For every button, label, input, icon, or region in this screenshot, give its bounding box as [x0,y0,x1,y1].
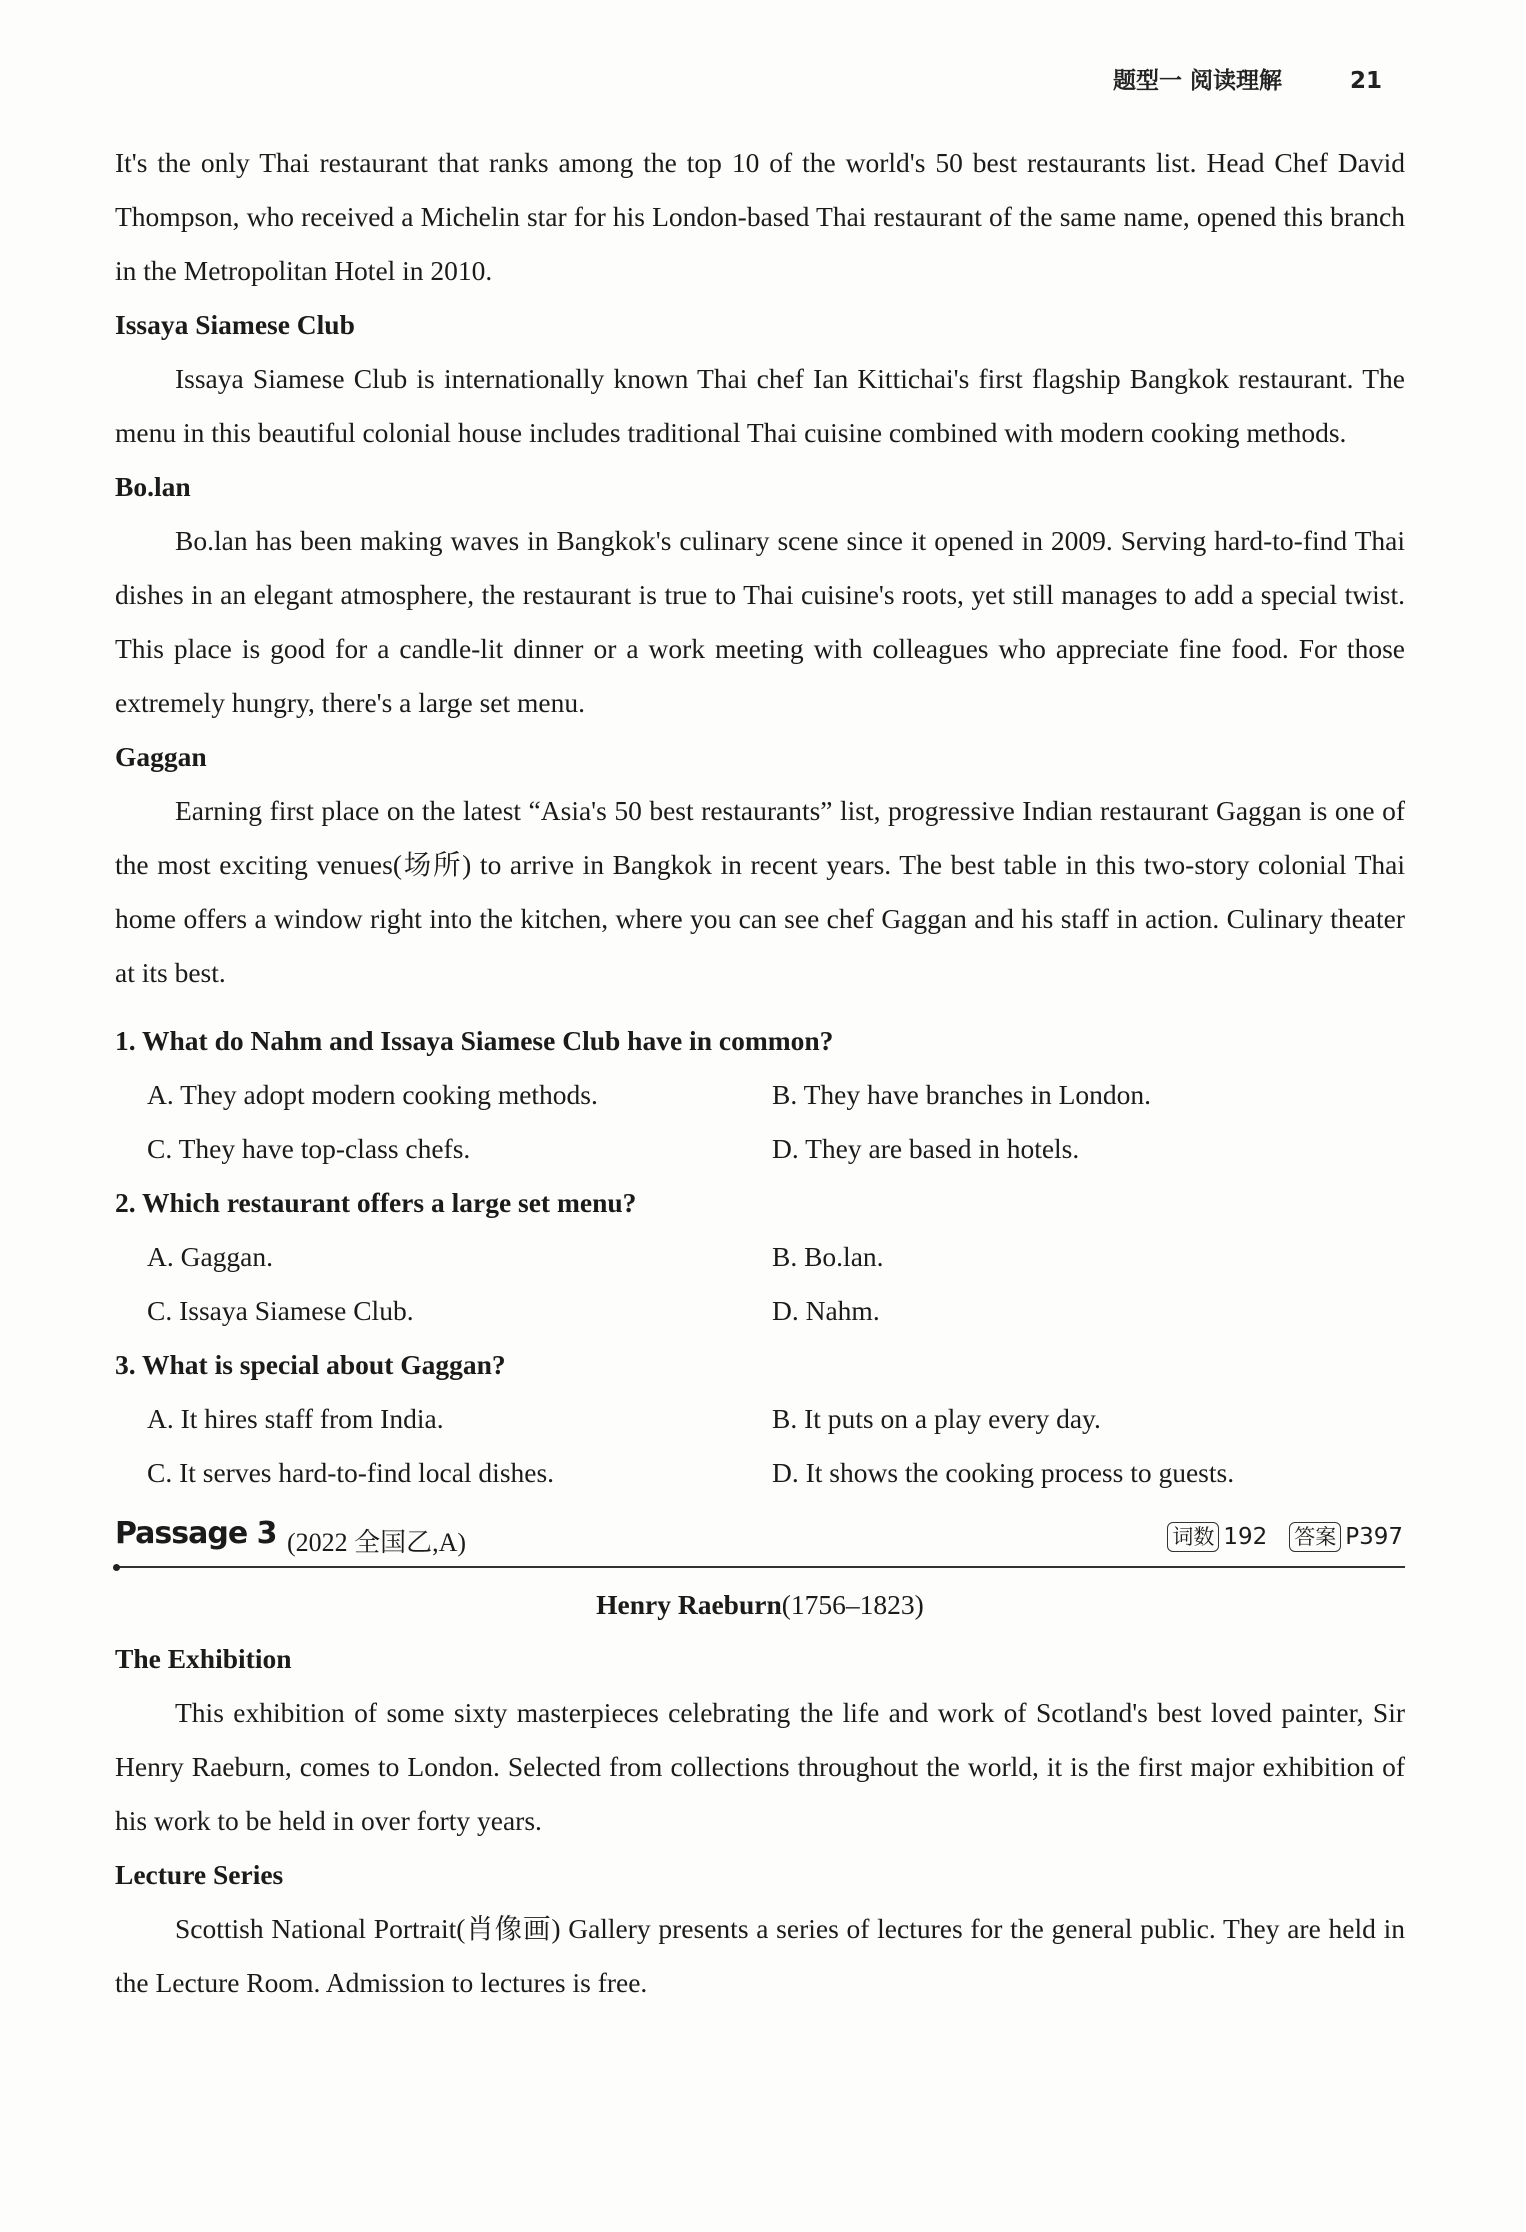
section-label: 题型一 阅读理解 [1112,68,1282,94]
word-count-tag: 词数 [1167,1522,1219,1552]
option-b[interactable]: B. Bo.lan. [772,1241,884,1272]
restaurant-description: Earning first place on the latest “Asia's 50 best restaurants” list, progressive Indian restaurant Gaggan is one of the most exciting venues(场所) to arrive in Bangkok in recent years. The best table in this two-story colonial Thai home offers a window right into the kitchen, where you can see chef Gaggan and his staff in action. Culinary theater at its best. [115,795,1405,988]
restaurant-description: Bo.lan has been making waves in Bangkok's culinary scene since it opened in 2009. Serving hard-to-find Thai dishes in an elegant atmosphere, the restaurant is true to Thai cuisine's roots, yet still manages to add a special twist. This place is good for a candle-lit dinner or a work meeting with colleagues who appreciate fine food. For those extremely hungry, there's a large set menu. [115,525,1405,718]
option-c[interactable]: C. It serves hard-to-find local dishes. [147,1457,555,1488]
option-d[interactable]: D. Nahm. [772,1295,880,1326]
option-a[interactable]: A. They adopt modern cooking methods. [147,1079,598,1110]
restaurant-heading: Bo.lan [115,471,191,502]
option-c[interactable]: C. Issaya Siamese Club. [147,1295,414,1326]
question-options [115,1392,1405,1500]
section-heading: Lecture Series [115,1859,284,1890]
question-title: 3. What is special about Gaggan? [115,1349,506,1380]
passage-label: Passage 3 [115,1516,277,1551]
passage-header [115,1514,1405,1568]
passage-source: (2022 全国乙,A) [287,1528,467,1557]
question-title: 2. Which restaurant offers a large set menu? [115,1187,637,1218]
question-title: 1. What do Nahm and Issaya Siamese Club have in common? [115,1025,834,1056]
restaurant-heading: Gaggan [115,741,207,772]
passage-title-name: Henry Raeburn [596,1589,782,1620]
question-options [115,1230,1405,1338]
restaurant-description: Issaya Siamese Club is internationally known Thai chef Ian Kittichai's first flagship Bangkok restaurant. The menu in this beautiful colonial house includes traditional Thai cuisine combined with modern cooking methods. [115,363,1405,448]
section-heading: The Exhibition [115,1643,292,1674]
answer-tag: 答案 [1289,1522,1341,1552]
word-count: 192 [1223,1524,1268,1550]
option-c[interactable]: C. They have top-class chefs. [147,1133,471,1164]
option-a[interactable]: A. Gaggan. [147,1241,274,1272]
option-b[interactable]: B. They have branches in London. [772,1079,1152,1110]
section-paragraph: Scottish National Portrait(肖像画) Gallery presents a series of lectures for the general public. They are held in the Lecture Room. Admission to lectures is free. [115,1913,1405,1998]
answer-page: P397 [1345,1524,1403,1550]
option-a[interactable]: A. It hires staff from India. [147,1403,444,1434]
option-d[interactable]: D. It shows the cooking process to guests. [772,1457,1235,1488]
question-block [115,1014,1405,1500]
page-header [1113,62,1382,95]
question-options [115,1068,1405,1176]
passage-title [115,1578,1405,1632]
passage-meta [1167,1522,1403,1552]
option-d[interactable]: D. They are based in hotels. [772,1133,1080,1164]
restaurant-heading: Issaya Siamese Club [115,309,355,340]
section-paragraph: This exhibition of some sixty masterpieces celebrating the life and work of Scotland's best loved painter, Sir Henry Raeburn, comes to London. Selected from collections throughout the world, it is the first major exhibition of his work to be held in over forty years. [115,1697,1405,1836]
intro-paragraph: It's the only Thai restaurant that ranks among the top 10 of the world's 50 best restaurants list. Head Chef David Thompson, who received a Michelin star for his London-based Thai restaurant of the same name, opened this branch in the Metropolitan Hotel in 2010. [115,147,1405,286]
bullet-dot [113,1564,120,1571]
option-b[interactable]: B. It puts on a play every day. [772,1403,1101,1434]
page-content [115,136,1405,2010]
passage-title-years: (1756–1823) [781,1589,924,1620]
page-number: 21 [1349,68,1382,94]
